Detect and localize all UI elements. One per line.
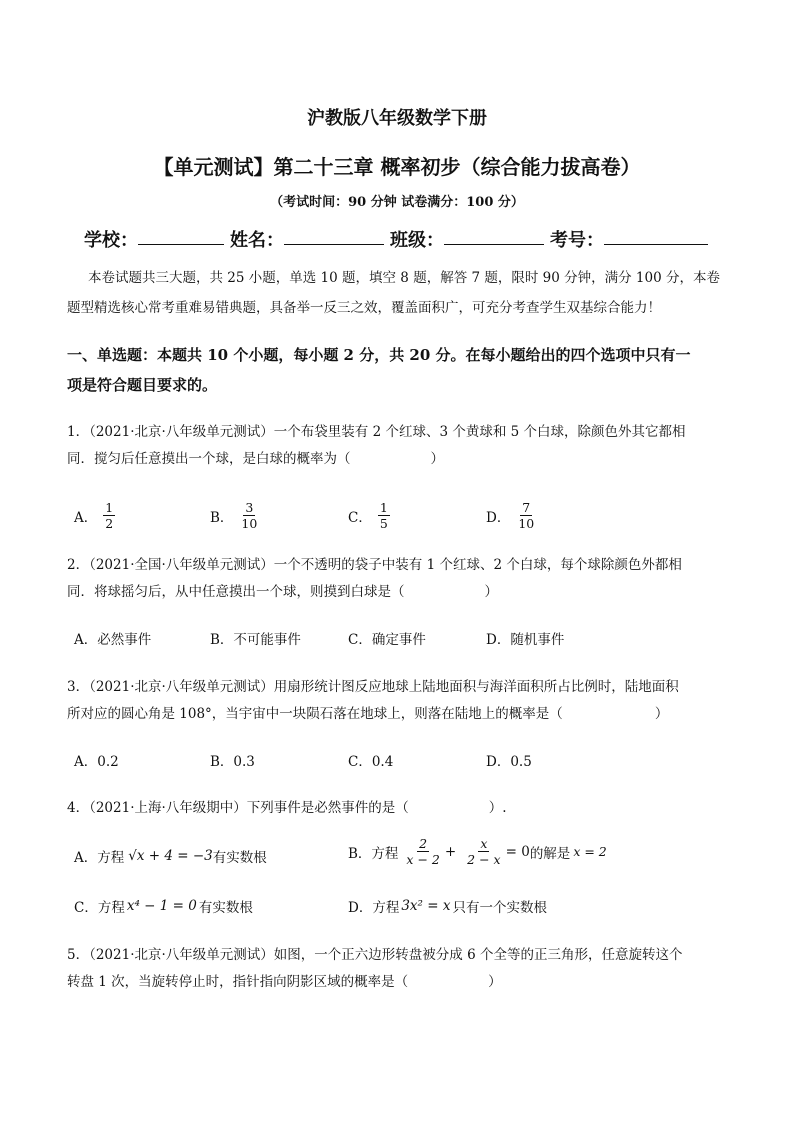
section-1-line-1: 一、单选题：本题共 10 个小题，每小题 2 分，共 20 分。在每小题给出的四个选项中只有一 xyxy=(67,346,691,364)
question-4 xyxy=(67,795,722,822)
q4-option-a[interactable]: A．方程 √x + 4 = −3 有实数根 xyxy=(74,848,267,866)
page-title: 【单元测试】第二十三章 概率初步（综合能力拔高卷） xyxy=(153,155,641,179)
q2-line-2: 同．将球摇匀后，从中任意摸出一个球，则摸到白球是（ ） xyxy=(67,584,498,600)
q3-line-1: 3．（2021·北京·八年级单元测试）用扇形统计图反应地球上陆地面积与海洋面积所占比例时，陆地面积 xyxy=(67,679,679,695)
q2-line-1: 2．（2021·全国·八年级单元测试）一个不透明的袋子中装有 1 个红球、2 个白球，每个球除颜色外都相 xyxy=(67,557,682,573)
question-2 xyxy=(67,552,722,606)
fraction: $\frac{1}{5}$ xyxy=(379,500,388,531)
q2-option-c[interactable]: C．确定事件 xyxy=(348,632,426,648)
intro-line-2: 题型精选核心常考重难易错典题，具备举一反三之效，覆盖面积广，可充分考查学生双基综合能力！ xyxy=(67,300,661,316)
class-label: 班级： xyxy=(390,230,444,251)
fraction: $\frac{2}{x - 2}$ xyxy=(406,836,440,867)
q4-line-1: 4．（2021·上海·八年级期中）下列事件是必然事件的是（ ）. xyxy=(67,800,507,816)
fraction: $\frac{3}{10}$ xyxy=(241,500,258,531)
intro-line-1: 本卷试题共三大题，共 25 小题，单选 10 题，填空 8 题，解答 7 题，限时 90 分钟，满分 100 分，本卷 xyxy=(88,270,720,286)
q3-options xyxy=(74,750,714,778)
q1-line-1: 1．（2021·北京·八年级单元测试）一个布袋里装有 2 个红球、3 个黄球和 5 个白球，除颜色外其它都相 xyxy=(67,424,686,440)
question-3 xyxy=(67,674,722,728)
series-title: 沪教版八年级数学下册 xyxy=(307,108,487,129)
exam-info: （考试时间：90 分钟 试卷满分：100 分） xyxy=(270,195,524,210)
fraction: $\frac{7}{10}$ xyxy=(518,500,535,531)
q4-option-b[interactable]: B．方程 $\frac{2}{x - 2}$ + $\frac{x}{2 - x}$ = 0 的解是 x = 2 xyxy=(348,836,607,867)
q1-option-b[interactable]: B． $\frac{3}{10}$ xyxy=(210,500,258,531)
fraction: $\frac{1}{2}$ xyxy=(105,500,114,531)
q5-line-2: 转盘 1 次，当旋转停止时，指针指向阴影区域的概率是（ ） xyxy=(67,974,502,990)
q1-option-d[interactable]: D． $\frac{7}{10}$ xyxy=(486,500,535,531)
q1-option-a[interactable]: A． $\frac{1}{2}$ xyxy=(74,500,114,531)
q4-options-row-1 xyxy=(74,836,714,878)
sqrt-equation: √x + 4 = −3 xyxy=(128,848,213,864)
name-field[interactable] xyxy=(284,226,384,245)
question-1 xyxy=(67,419,722,473)
student-info-row xyxy=(84,226,714,252)
q3-option-c[interactable]: C．0.4 xyxy=(348,754,394,770)
q2-option-b[interactable]: B．不可能事件 xyxy=(210,632,301,648)
q3-line-2: 所对应的圆心角是 108°，当宇宙中一块陨石落在地球上，则落在陆地上的概率是（ ） xyxy=(67,706,669,722)
q3-option-a[interactable]: A．0.2 xyxy=(74,754,119,770)
q1-option-c[interactable]: C． $\frac{1}{5}$ xyxy=(348,500,388,531)
class-field[interactable] xyxy=(444,226,544,245)
q3-option-d[interactable]: D．0.5 xyxy=(486,754,532,770)
q4-options-row-2 xyxy=(74,896,714,924)
q4-option-d[interactable]: D．方程 3x² = x 只有一个实数根 xyxy=(348,898,547,916)
fraction: $\frac{x}{2 - x}$ xyxy=(467,836,501,867)
question-5 xyxy=(67,942,722,996)
section-1-heading xyxy=(67,340,737,400)
q2-option-d[interactable]: D．随机事件 xyxy=(486,632,565,648)
q5-line-1: 5．（2021·北京·八年级单元测试）如图，一个正六边形转盘被分成 6 个全等的正三角形，任意旋转这个 xyxy=(67,947,683,963)
q1-options xyxy=(74,500,714,531)
school-field[interactable] xyxy=(138,226,224,245)
section-1-line-2: 项是符合题目要求的。 xyxy=(67,376,218,394)
q2-option-a[interactable]: A．必然事件 xyxy=(74,632,152,648)
q4-option-c[interactable]: C．方程 x⁴ − 1 = 0 有实数根 xyxy=(74,898,253,916)
q2-options xyxy=(74,628,714,656)
exam-no-label: 考号： xyxy=(550,230,604,251)
exam-no-field[interactable] xyxy=(604,226,708,245)
name-label: 姓名： xyxy=(230,230,284,251)
q3-option-b[interactable]: B．0.3 xyxy=(210,754,255,770)
q1-line-2: 同．搅匀后任意摸出一个球，是白球的概率为（ ） xyxy=(67,451,444,467)
school-label: 学校： xyxy=(84,230,138,251)
